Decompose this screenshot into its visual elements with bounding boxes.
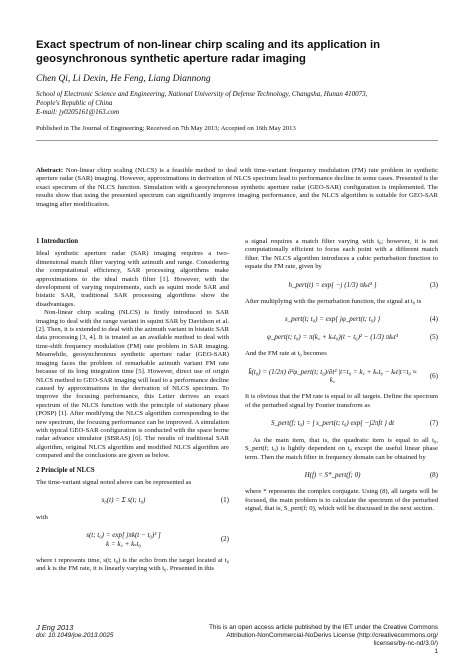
affiliation-line-2: People's Republic of China	[36, 99, 113, 107]
equation-8-formula: H(f) = S*_pert(f; 0)	[304, 470, 361, 479]
equation-5-number: (5)	[429, 332, 438, 341]
right-paragraph-4: It is obvious that the FM rate is equal to all targets. Define the spectrum of the perturbed signal by Fourier transform as	[245, 393, 438, 409]
footer-right	[209, 624, 438, 656]
page-footer	[36, 624, 438, 656]
equation-6-number: (6)	[429, 371, 438, 380]
publication-info: Published in The Journal of Engineering; Received on 7th May 2013; Accepted on 16th May 2013	[36, 125, 296, 132]
author-list: Chen Qi, Li Dexin, He Feng, Liang Diannong	[36, 74, 211, 84]
with-label: with	[36, 513, 48, 521]
equation-2-number: (2)	[220, 535, 229, 544]
equation-5	[245, 333, 438, 341]
author-email: E-mail: jy0205161@163.com	[36, 108, 120, 116]
equation-6	[245, 368, 438, 385]
principle-paragraph-1: The time-variant signal noted above can be represented as	[36, 478, 192, 486]
abstract-text: Non-linear chirp scaling (NLCS) is a feasible method to deal with time-variant frequency modulation (FM) rate problem in synthetic aperture radar (SAR) imaging. However, approximations in derivation of NLCS spectrum lead to performance decline in some cases. Presented is the exact spectrum of the NLCS function. Simulation with a geosynchronous synthetic aperture radar (GEO-SAR) configuration is implemented. The results show that using the presented spectrum can significantly improve imaging performance, and the NLCS algorithm is suitable for GEO-SAR imaging after modification.	[36, 167, 439, 208]
paper-title: Exact spectrum of non-linear chirp scaling and its application in geosynchronous synthetic aperture radar imaging	[36, 39, 380, 65]
equation-8	[245, 471, 438, 479]
right-paragraph-2: After multiplying with the perturbation function, the signal at t₀ is	[245, 298, 422, 306]
intro-paragraph-2: Non-linear chirp scaling (NLCS) is firstly introduced to SAR imaging to deal with the range variant in squint SAR by Davidson et al. [2]. Then, it is extended to deal with the azimuth variant in bistatic SAR data processing [3, 4]. It is treated as an available method to deal with time-shift frequency modulation (FM) rate problem in SAR imaging. Meanwhile, geosynchronous synthetic aperture radar (GEO-SAR) imaging faces the problem of remarkable azimuth variant FM rate because of its long integration time [5]. However, direct use of origin NLCS method to GEO-SAR imaging will lead to a performance decline caused by approximations in the derivation of NLCS spectrum. To improve the focusing performance, this Letter derives an exact spectrum of the NLCS function with the principle of stationary phase (POSP) [1]. After modifying the NLCS algorithm corresponding to the new spectrum, the focusing performance can be improved. A simulation with typical GEO-SAR configuration is conducted with the space borne radar advance simulator (SBRAS) [6]. The results of traditional SAR algorithm, original NLCS algorithm and modified NLCS algorithm are compared and the conclusions are given as below.	[36, 309, 229, 460]
equation-1-formula: s₀(t) = Σ s(t; t₀)	[101, 496, 146, 505]
license-line-3: licenses/by-nc-nd/3.0/)	[373, 640, 438, 647]
equation-2	[36, 531, 229, 548]
right-paragraph-5: As the main item, that is, the quadratic item is equal to all t₀, S_pert(f; t₀) is lightly dependent on t₀ except the useful linear phase term. Then the match filter in frequency domain can be obtained by	[245, 436, 438, 461]
equation-3	[245, 281, 438, 289]
right-paragraph-1: a signal requires a match filter varying with t₀; however, it is not computationally efficient to focus each point with a different match filter. The NLCS algorithm introduces a cubic perturbation function to equate the FM rate, given by	[245, 238, 438, 271]
equation-6-formula: k̄(t₀) = (1/2π) ∂²φ_pert(t; t₀)/∂t² |t=t₀ = k꜀ + kₛt₀ − kₜt|t=t₀ ≈ k꜀	[248, 367, 417, 385]
footer-left	[36, 624, 113, 656]
section-heading-introduction: 1 Introduction	[36, 238, 78, 245]
equation-4-formula: s_pert(t; t₀) = exp{ jφ_pert(t; t₀) }	[284, 315, 381, 324]
equation-7-number: (7)	[429, 419, 438, 428]
license-line-2: Attribution-NonCommercial-NoDerivs License (http://creativecommons.org/	[226, 632, 438, 639]
doi: doi: 10.1049/joe.2013.0025	[36, 632, 114, 639]
affiliation-line-1: School of Electronic Science and Engineering, National University of Defense Technology, Changsha, Hunan 410073,	[36, 90, 368, 98]
affiliation	[36, 90, 438, 117]
equation-5-formula: φ_pert(t; t₀) = π(k꜀ + kₛt₀)(t − t₀)² − (1/3) πkₜt³	[267, 332, 398, 341]
body-columns	[36, 238, 438, 574]
page-number: 1	[434, 648, 438, 655]
equation-1	[36, 496, 229, 504]
equation-1-number: (1)	[220, 496, 229, 505]
equation-2-line-1: s(t; t₀) = exp[ jπk(t − t₀)² ]	[86, 531, 161, 540]
section-heading-principle: 2 Principle of NLCS	[36, 466, 95, 474]
equation-3-number: (3)	[429, 280, 438, 289]
right-paragraph-6: where * represents the complex conjugate. Using (8), all targets will be focused, the main problem is to calculate the spectrum of the perturbed signal, that is, S_pert(f; 0), which will be discussed in the next section.	[245, 488, 438, 513]
right-column	[245, 238, 438, 574]
equation-7	[245, 419, 438, 427]
equation-2-line-2: k = k꜀ + kₛt₀	[106, 539, 141, 548]
equation-8-number: (8)	[429, 470, 438, 479]
license-line-1: This is an open access article published by the IET under the Creative Commons	[209, 624, 438, 631]
header-rule	[36, 140, 438, 141]
intro-paragraph-1: Ideal synthetic aperture radar (SAR) imaging requires a two-dimensional match filter varying with azimuth and range. Considering the computational efficiency, SAR processing algorithms make approximations to the ideal match filter [1]. However, with the development of varying requirements, such as squint mode SAR and bistatic SAR, traditional SAR processing algorithms show the disadvantages.	[36, 250, 229, 308]
journal-name: J Eng 2013	[36, 623, 74, 632]
equation-7-formula: S_pert(f; t₀) = ∫ s_pert(t; t₀) exp{ −j2πft } dt	[270, 419, 395, 428]
equation-2-block	[36, 531, 211, 548]
equation-4-number: (4)	[429, 315, 438, 324]
left-column	[36, 238, 229, 574]
equation-3-formula: h_pert(t) = exp{ −j (1/3) πkₜt³ }	[288, 280, 377, 289]
principle-paragraph-2: where t represents time, s(t; t₀) is the echo from the target located at t₀ and k is the FM rate, it is linearly varying with t₀. Presented in this	[36, 557, 229, 573]
right-paragraph-3: And the FM rate at t₀ becomes	[245, 350, 327, 358]
abstract-label: Abstract:	[36, 167, 64, 174]
equation-4	[245, 315, 438, 323]
abstract	[36, 167, 438, 209]
